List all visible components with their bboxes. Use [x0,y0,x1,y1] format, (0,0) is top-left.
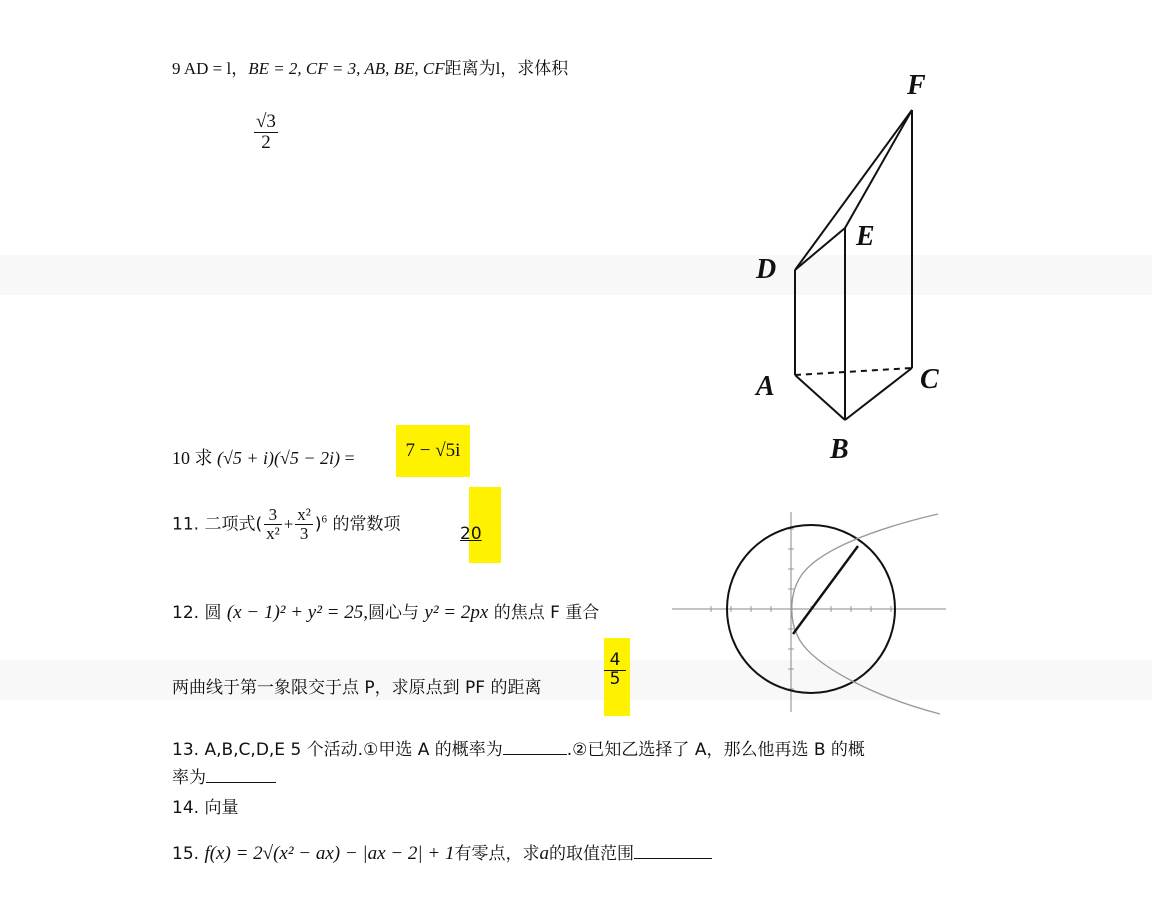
question-text-2: 的取值范围 [548,844,634,864]
question-tail: 的焦点 F 重合 [493,603,600,623]
question-number: 15. [172,844,200,864]
q11-answer: 20 [460,524,482,544]
circle-equation: (x − 1)² + y² = 25, [226,602,368,623]
answer-denominator: 2 [261,131,271,153]
question-text-2: .②已知乙选择了 A，那么他再选 B 的概 [566,740,865,760]
edge-ac-hidden [795,368,912,375]
polyhedron-figure [740,60,970,470]
answer-numerator: √3 [256,111,276,132]
label-c: C [920,364,939,395]
question-15 [172,839,712,865]
circle-label: 圆 [204,603,222,623]
question-12-line2: 两曲线于第一象限交于点 P，求原点到 PF 的距离 [172,678,542,698]
q12-answer [604,652,630,689]
question-9: 9 AD = l，BE = 2, CF = 3, AB, BE, CF距离为l，求体积 [172,59,569,78]
question-13-line2 [172,763,276,788]
fraction-2-numerator: x² [297,505,311,524]
q10-answer-highlight [396,425,470,477]
edge-fd [795,110,912,270]
answer-denominator: 5 [609,668,621,689]
question-suffix: 的常数项 [332,514,401,535]
question-text: 圆心与 [368,603,419,623]
question-text: 13. A,B,C,D,E 5 个活动.①甲选 A 的概率为 [172,740,503,760]
edge-ab [795,375,845,420]
label-e: E [856,221,875,252]
question-12 [172,598,599,624]
answer: 7 − √5i [405,440,461,461]
label-d: D [756,254,777,285]
answer-blank-2[interactable] [206,782,276,783]
scan-stripe [0,255,1152,295]
expression-b: (√5 − 2i) [274,448,341,468]
fraction-2-denominator: 3 [299,523,309,543]
question-number: 9 [172,59,181,78]
answer-numerator: 4 [604,652,626,671]
segment-pf [793,546,858,634]
variable-a: a [539,843,549,864]
given-ad: AD = l [183,59,232,78]
label-f: F [907,70,926,101]
circle-parabola-graph [668,508,952,716]
question-number: 10 [172,448,190,468]
plus-sign: + [283,514,294,534]
question-prefix: 求 [194,448,213,468]
question-text: 二项式 [204,514,256,535]
power: 6 [321,513,328,526]
q9-answer [252,112,280,153]
question-number: 12. [172,603,200,623]
answer-blank-1[interactable] [503,754,567,755]
function-expression: f(x) = 2√(x² − ax) − |ax − 2| + 1 [204,843,455,864]
parabola-equation: y² = 2px [424,602,489,623]
parabola [792,514,940,714]
given-segments: BE = 2, CF = 3, AB, BE, CF [248,59,445,78]
question-text: 距离为l，求体积 [444,59,569,78]
edge-bc [845,368,912,420]
question-number: 11. [172,514,200,535]
answer-blank[interactable] [634,858,712,859]
expression-a: (√5 + i) [217,448,275,468]
question-text: 有零点，求 [454,844,540,864]
label-b: B [830,434,849,465]
question-text-3: 率为 [172,768,206,788]
question-13 [172,735,865,760]
label-a: A [756,371,775,402]
edge-fe [845,110,912,228]
question-11: 11. 二项式( $\frac{3}{\text{x²}}$ + $\frac{\text{x²}}{3}$ )$^6$ 的常数项 [172,505,401,543]
fraction-1-numerator: 3 [264,506,282,525]
fraction-1-denominator: x² [266,523,280,543]
question-10 [172,444,355,470]
equals-sign: = [344,448,355,468]
question-14: 14. 向量 [172,798,239,818]
